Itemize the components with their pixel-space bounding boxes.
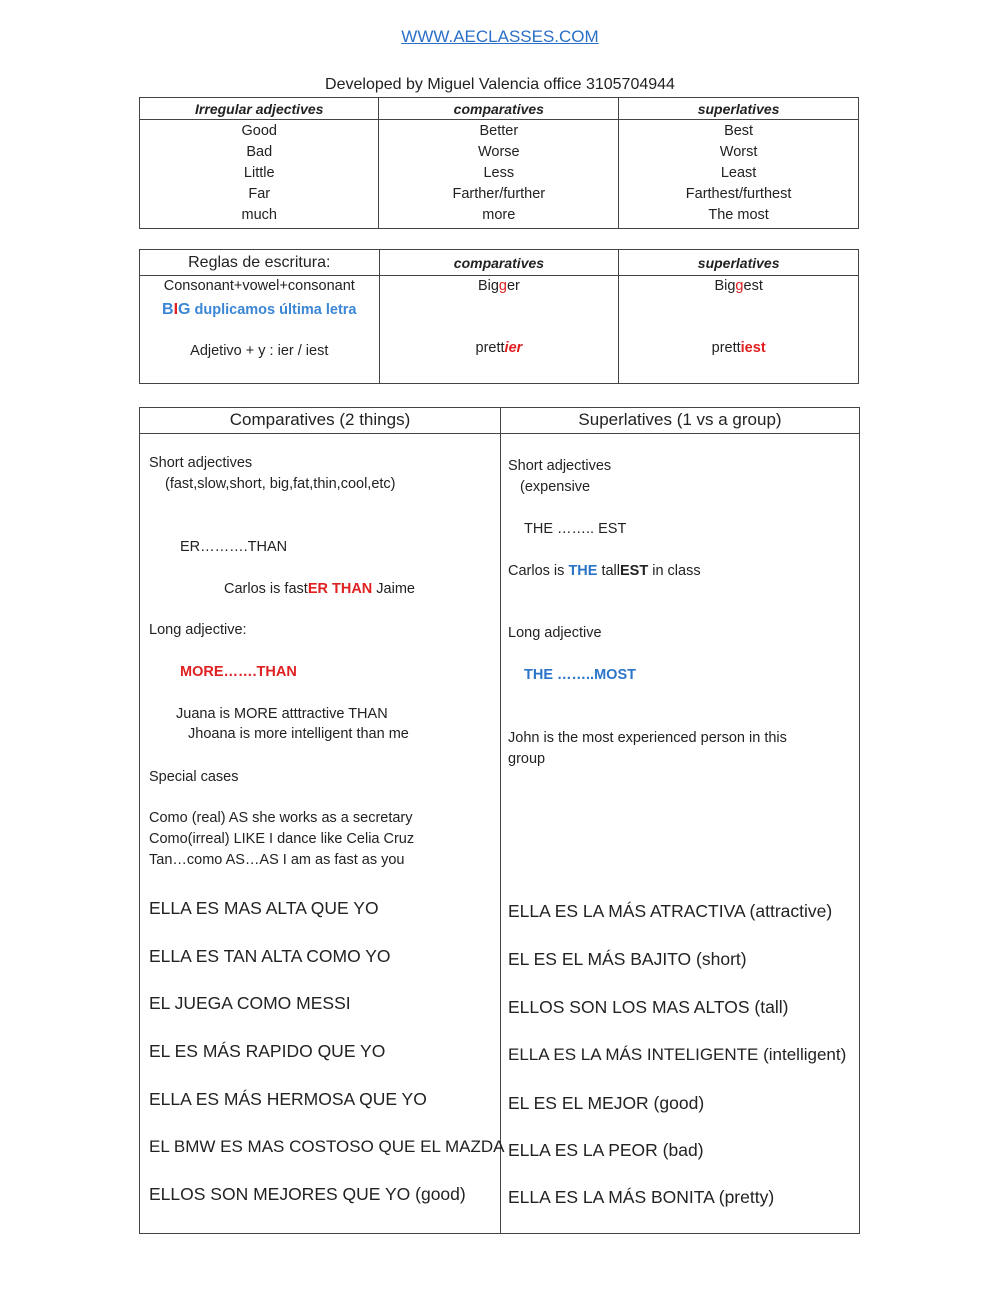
list-item: Worse: [477, 144, 520, 160]
comp-more-than: MORE…….THAN: [180, 664, 297, 680]
list-item: The most: [708, 207, 769, 223]
list-item: Least: [720, 165, 757, 181]
sup-example-2-line-2: group: [508, 751, 546, 767]
sup-exercise: EL ES EL MÁS BAJITO (short): [508, 949, 747, 969]
comp-short-label: Short adjectives: [149, 455, 253, 471]
example-prettiest: prettiest: [711, 340, 766, 356]
list-item: Farther/further: [452, 186, 546, 202]
comparatives-column: [379, 120, 619, 229]
example-bigger: Bigger: [477, 278, 520, 294]
comparison-box: [139, 407, 860, 1234]
column-divider: [500, 408, 501, 1233]
comp-example-3: Jhoana is more intelligent than me: [188, 726, 409, 742]
rule-consonant: Consonant+vowel+consonant: [163, 278, 355, 294]
rule-double-letter: [140, 301, 379, 319]
list-item: Little: [243, 165, 275, 181]
irregular-adjectives-table: [139, 97, 859, 229]
comp-exercise: ELLA ES MAS ALTA QUE YO: [149, 898, 379, 918]
comp-case-1: Como (real) AS she works as a secretary: [149, 810, 413, 826]
comp-exercise: ELLA ES MÁS HERMOSA QUE YO: [149, 1089, 427, 1109]
sup-short-label: Short adjectives: [508, 458, 612, 474]
spelling-rules-table: [139, 249, 859, 384]
big-b: B: [162, 301, 174, 318]
comparatives-header: Comparatives (2 things): [229, 410, 411, 429]
example-prettier: prettier: [475, 340, 523, 356]
comp-example-2: Juana is MORE atttractive THAN: [176, 706, 388, 722]
sup-example-1: Carlos is THE tallEST in class: [508, 563, 701, 579]
list-item: Farthest/furthest: [685, 186, 792, 202]
irregular-adjectives-column: [140, 120, 379, 229]
col-header-rules: Reglas de escritura:: [140, 250, 380, 276]
list-item: Best: [724, 123, 754, 139]
comp-exercise: ELLA ES TAN ALTA COMO YO: [149, 946, 391, 966]
comp-exercise: EL BMW ES MAS COSTOSO QUE EL MAZDA: [149, 1137, 505, 1156]
sup-exercise: ELLA ES LA MÁS INTELIGENTE (intelligent): [508, 1045, 847, 1064]
comp-short-examples: (fast,slow,short, big,fat,thin,cool,etc): [165, 476, 396, 492]
comp-case-3: Tan…como AS…AS I am as fast as you: [149, 852, 405, 868]
col-header-comparatives: comparatives: [379, 250, 619, 276]
site-link[interactable]: WWW.AECLASSES.COM: [401, 27, 599, 46]
col-header-superlatives: superlatives: [619, 98, 859, 120]
comp-case-2: Como(irreal) LIKE I dance like Celia Cruz: [149, 831, 415, 847]
sup-short-examples: (expensive: [520, 479, 591, 495]
sup-the-est: THE …….. EST: [524, 521, 627, 537]
sup-long-label: Long adjective: [508, 625, 602, 641]
list-item: Good: [241, 123, 277, 139]
rule-y: Adjetivo + y : ier / iest: [190, 343, 329, 359]
rules-cell: [140, 276, 380, 384]
header-divider: [140, 433, 859, 434]
comp-example-1: Carlos is fastER THAN Jaime: [224, 581, 415, 597]
list-item: Far: [248, 186, 271, 202]
col-header-irregular: Irregular adjectives: [140, 98, 379, 120]
comp-long-label: Long adjective:: [149, 622, 247, 638]
superlatives-header: Superlatives (1 vs a group): [578, 410, 782, 429]
sup-exercise: ELLA ES LA MÁS ATRACTIVA (attractive): [508, 901, 833, 921]
comp-exercise: ELLOS SON MEJORES QUE YO (good): [149, 1184, 466, 1204]
col-header-superlatives: superlatives: [619, 250, 859, 276]
comp-er-than: ER……….THAN: [180, 539, 288, 555]
comp-special-label: Special cases: [149, 769, 239, 785]
superlatives-column: [619, 120, 859, 229]
sup-exercise: ELLA ES LA PEOR (bad): [508, 1140, 704, 1160]
sup-the-most: THE ……..MOST: [524, 667, 636, 683]
list-item: Better: [479, 123, 519, 139]
list-item: Less: [483, 165, 515, 181]
sup-exercise: EL ES EL MEJOR (good): [508, 1093, 705, 1113]
rule-note: duplicamos última letra: [194, 302, 357, 318]
credit-line: Developed by Miguel Valencia office 3105704944: [325, 76, 675, 93]
list-item: much: [241, 207, 277, 223]
list-item: Bad: [246, 144, 273, 160]
sup-example-2-line-1: John is the most experienced person in this: [508, 730, 787, 746]
list-item: more: [482, 207, 516, 223]
big-i: I: [173, 301, 179, 318]
example-biggest: Biggest: [714, 278, 763, 294]
comp-exercise: EL JUEGA COMO MESSI: [149, 993, 351, 1013]
comp-exercise: EL ES MÁS RAPIDO QUE YO: [149, 1041, 386, 1061]
list-item: Worst: [719, 144, 758, 160]
sup-exercise: ELLA ES LA MÁS BONITA (pretty): [508, 1187, 775, 1207]
col-header-comparatives: comparatives: [379, 98, 619, 120]
rules-comparatives-cell: [379, 276, 619, 384]
big-g: G: [178, 301, 191, 318]
sup-exercise: ELLOS SON LOS MAS ALTOS (tall): [508, 997, 789, 1017]
rules-superlatives-cell: [619, 276, 859, 384]
